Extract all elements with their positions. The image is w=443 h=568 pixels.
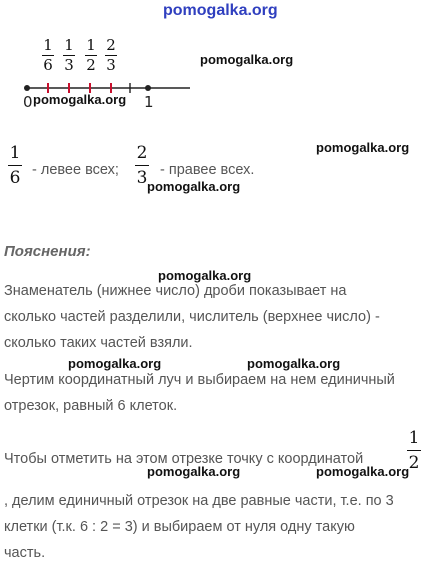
fraction-numerator: 1 — [408, 428, 420, 448]
fraction-bar — [8, 165, 22, 166]
answer-fraction-left — [4, 144, 26, 187]
watermark-top: pomogalka.org — [163, 2, 278, 19]
paragraph-3-line-3: клетки (т.к. 6 : 2 = 3) и выбираем от нуля одну такую — [4, 519, 355, 535]
watermark: pomogalka.org — [200, 52, 294, 67]
label-one: 1 — [144, 93, 154, 111]
paragraph-3-line-2: , делим единичный отрезок на две равные части, т.е. по 3 — [4, 493, 394, 509]
fraction-denominator: 6 — [43, 56, 53, 74]
fraction-one-third — [60, 38, 78, 73]
paragraph-1-line-1: Знаменатель (нижнее число) дроби показывает на — [4, 283, 347, 299]
watermark: pomogalka.org — [147, 179, 241, 194]
label-zero: 0 — [23, 93, 33, 111]
point-one — [145, 85, 151, 91]
fraction-one-half — [82, 38, 100, 73]
watermark: pomogalka.org — [316, 464, 410, 479]
fraction-numerator: 2 — [136, 143, 148, 163]
fraction-numerator: 1 — [64, 36, 74, 54]
answer-text-left: - левее всех; — [32, 162, 119, 178]
fraction-denominator: 3 — [106, 56, 116, 74]
fraction-two-thirds — [102, 38, 120, 73]
paragraph-1-line-3: сколько таких частей взяли. — [4, 335, 193, 351]
paragraph-3-line-1: Чтобы отметить на этом отрезке точку с координатой — [4, 451, 364, 467]
fraction-denominator: 6 — [9, 168, 21, 188]
point-zero — [24, 85, 30, 91]
fraction-bar — [407, 450, 421, 451]
answer-text-right: - правее всех. — [160, 162, 255, 178]
fraction-denominator: 3 — [64, 56, 74, 74]
watermark: pomogalka.org — [33, 92, 127, 107]
paragraph-1-line-2: сколько частей разделили, числитель (верхнее число) - — [4, 309, 380, 325]
paragraph-3-line-4: часть. — [4, 545, 46, 561]
fraction-denominator: 2 — [408, 453, 420, 473]
fraction-numerator: 1 — [9, 143, 21, 163]
watermark: pomogalka.org — [316, 140, 410, 155]
watermark: pomogalka.org — [147, 464, 241, 479]
fraction-denominator: 2 — [86, 56, 96, 74]
fraction-numerator: 1 — [86, 36, 96, 54]
explanation-heading: Пояснения: — [4, 243, 91, 260]
fraction-one-sixth — [39, 38, 57, 73]
paragraph-2-line-2: отрезок, равный 6 клеток. — [4, 398, 178, 414]
watermark: pomogalka.org — [68, 356, 162, 371]
fraction-numerator: 1 — [43, 36, 53, 54]
paragraph-2-line-1: Чертим координатный луч и выбираем на нем единичный — [4, 372, 395, 388]
fraction-denominator: 3 — [136, 168, 148, 188]
watermark: pomogalka.org — [247, 356, 341, 371]
fraction-bar — [135, 165, 149, 166]
watermark: pomogalka.org — [158, 268, 252, 283]
fraction-numerator: 2 — [106, 36, 116, 54]
